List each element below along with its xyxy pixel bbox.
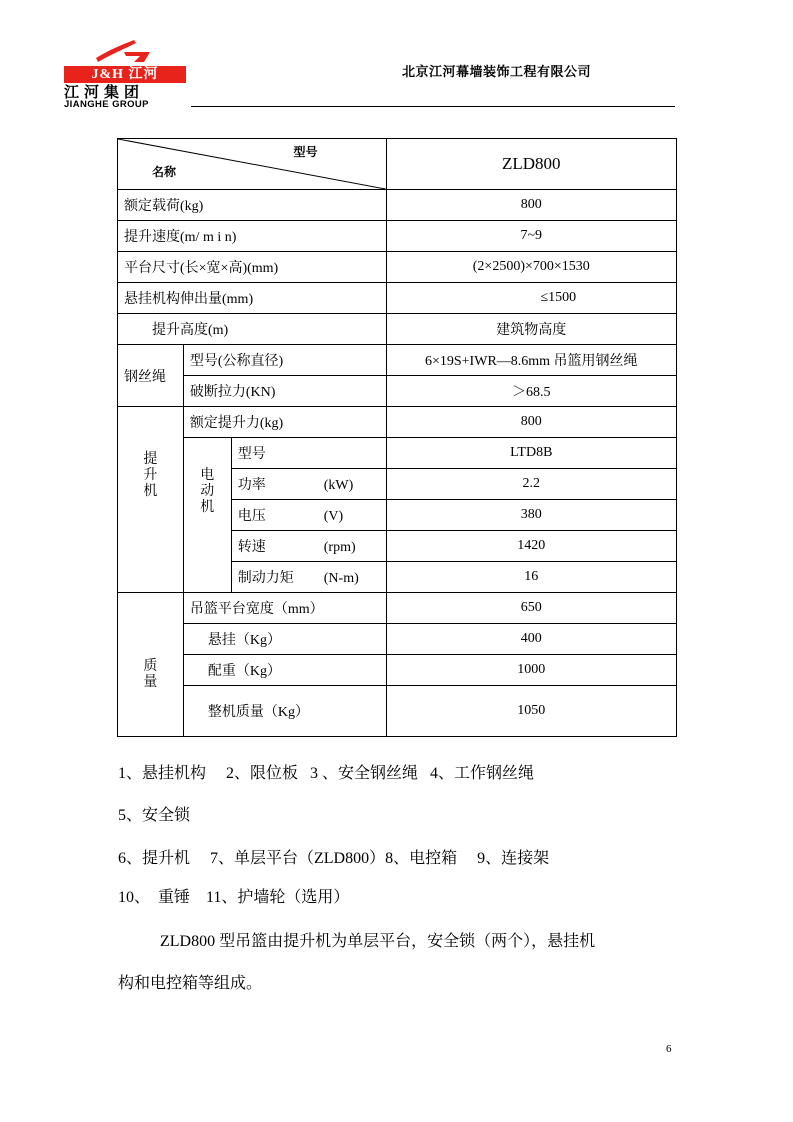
spec-table — [117, 138, 677, 737]
row-label: 提升高度(m) — [118, 314, 387, 345]
hoist-group-text: 提升机 — [143, 452, 158, 499]
row-label: 悬挂机构伸出量(mm) — [118, 283, 387, 314]
row-label — [231, 469, 386, 500]
motor-unit: (V) — [323, 509, 344, 524]
table-row — [118, 221, 677, 252]
row-value: 7~9 — [386, 221, 676, 252]
logo-english-name: JIANGHE GROUP — [64, 99, 149, 110]
motor-param: 电压 — [237, 509, 266, 524]
row-value: 380 — [386, 500, 676, 531]
row-label — [231, 500, 386, 531]
row-value: 6×19S+IWR—8.6mm 吊篮用钢丝绳 — [386, 345, 676, 376]
row-label: 吊篮平台宽度（mm） — [183, 593, 386, 624]
parts-list-line: 10、 重锤 11、护墙轮（选用） — [118, 889, 350, 906]
row-value: 建筑物高度 — [386, 314, 676, 345]
table-row — [118, 407, 677, 438]
table-row — [118, 438, 677, 469]
row-value: ＞68.5 — [386, 376, 676, 407]
row-label: 额定提升力(kg) — [183, 407, 386, 438]
company-logo — [62, 38, 186, 110]
mass-group-text: 质量 — [143, 658, 158, 690]
row-label — [231, 531, 386, 562]
parts-list-line: 5、安全锁 — [118, 807, 191, 824]
company-name: 北京江河幕墙装饰工程有限公司 — [402, 65, 592, 80]
page-number: 6 — [666, 1043, 672, 1055]
motor-param: 功率 — [237, 478, 266, 493]
table-row — [118, 655, 677, 686]
table-row — [118, 686, 677, 737]
row-label: 破断拉力(KN) — [183, 376, 386, 407]
table-row — [118, 593, 677, 624]
motor-param: 转速 — [237, 540, 266, 555]
row-label — [231, 562, 386, 593]
motor-param: 型号 — [237, 447, 266, 462]
table-row — [118, 283, 677, 314]
row-value: ≤1500 — [386, 283, 676, 314]
wire-rope-group-label: 钢丝绳 — [118, 345, 184, 407]
row-label: 悬挂（Kg） — [183, 624, 386, 655]
parts-list-line: 6、提升机 7、单层平台（ZLD800）8、电控箱 9、连接架 — [118, 850, 550, 867]
motor-unit: (rpm) — [323, 540, 356, 555]
row-label: 整机质量（Kg） — [183, 686, 386, 737]
row-value: 2.2 — [386, 469, 676, 500]
row-value: 1050 — [386, 686, 676, 737]
row-label: 型号(公称直径) — [183, 345, 386, 376]
motor-group-label — [183, 438, 231, 593]
row-value: 800 — [386, 407, 676, 438]
row-value: (2×2500)×700×1530 — [386, 252, 676, 283]
motor-param: 制动力矩 — [237, 571, 294, 586]
table-row — [118, 314, 677, 345]
row-value: 1000 — [386, 655, 676, 686]
description-line: ZLD800 型吊篮由提升机为单层平台，安全锁（两个），悬挂机 — [160, 933, 596, 950]
row-value: 400 — [386, 624, 676, 655]
description-line: 构和电控箱等组成。 — [118, 975, 263, 992]
model-value: ZLD800 — [386, 139, 676, 190]
row-label: 配重（Kg） — [183, 655, 386, 686]
parts-list-line: 1、悬挂机构 2、限位板 3 、安全钢丝绳 4、工作钢丝绳 — [118, 765, 535, 782]
row-label: 平台尺寸(长×宽×高)(mm) — [118, 252, 387, 283]
logo-swoosh-icon — [94, 38, 154, 64]
table-row — [118, 376, 677, 407]
row-label: 额定载荷(kg) — [118, 190, 387, 221]
row-value: 650 — [386, 593, 676, 624]
row-value: LTD8B — [386, 438, 676, 469]
row-value: 800 — [386, 190, 676, 221]
motor-unit: (N-m) — [323, 571, 359, 586]
table-row — [118, 190, 677, 221]
header-divider — [191, 106, 675, 107]
row-label — [231, 438, 386, 469]
table-row — [118, 624, 677, 655]
table-header-row — [118, 139, 677, 190]
model-header-label: 型号 — [293, 145, 318, 159]
table-row — [118, 345, 677, 376]
motor-group-text: 电动机 — [200, 468, 215, 515]
logo-chinese-name: 江河集团 — [64, 83, 145, 101]
hoist-group-label — [118, 407, 184, 593]
row-value: 16 — [386, 562, 676, 593]
row-label: 提升速度(m/ m i n) — [118, 221, 387, 252]
corner-header-cell — [118, 139, 387, 190]
table-row — [118, 252, 677, 283]
logo-badge: J&H 江河 — [64, 66, 186, 83]
motor-unit: (kW) — [323, 478, 354, 493]
mass-group-label — [118, 593, 184, 737]
name-header-label: 名称 — [152, 165, 177, 179]
row-value: 1420 — [386, 531, 676, 562]
